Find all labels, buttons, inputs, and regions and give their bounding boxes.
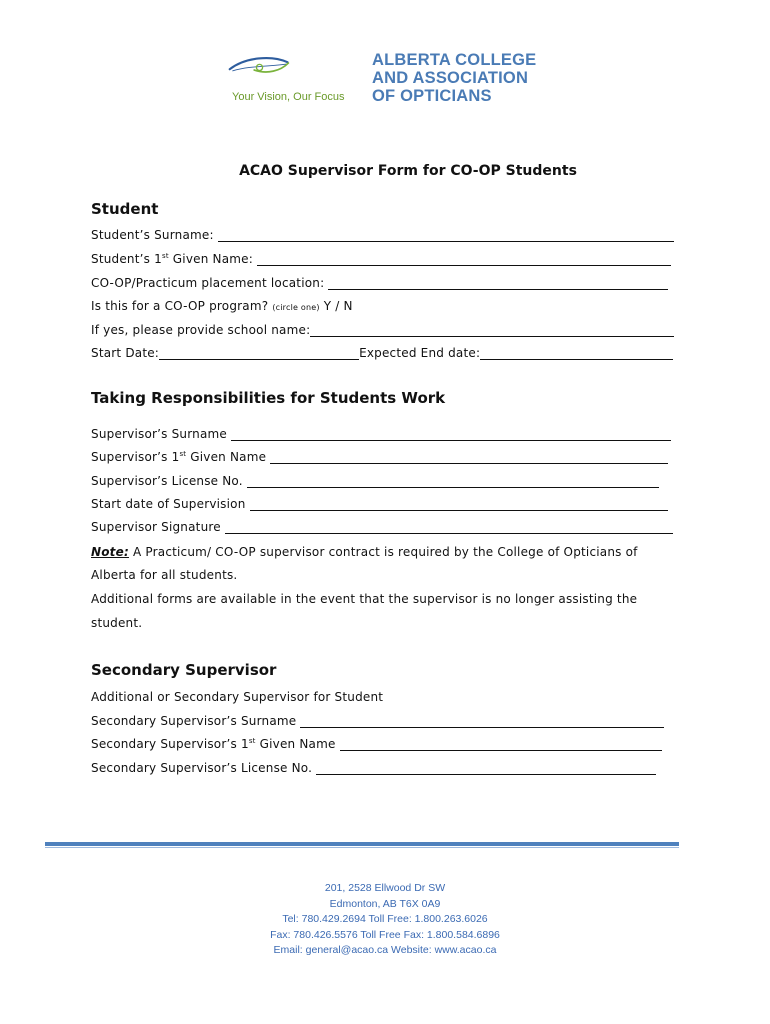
supervisor-surname-field[interactable] — [231, 427, 671, 441]
secondary-surname-label: Secondary Supervisor’s Surname — [91, 714, 297, 728]
dates-row — [91, 346, 673, 360]
note-label: Note: — [91, 545, 129, 559]
secondary-surname-field[interactable] — [300, 714, 664, 728]
supervisor-license-row — [91, 474, 659, 488]
supervisor-given-field[interactable] — [270, 450, 668, 464]
footer-address-1: 201, 2528 Ellwood Dr SW — [324, 882, 446, 894]
footer-address-2: Edmonton, AB T6X 0A9 — [329, 897, 441, 910]
circle-one-hint: (circle one) — [272, 303, 320, 312]
supervision-start-label: Start date of Supervision — [91, 497, 246, 511]
secondary-license-label: Secondary Supervisor’s License No. — [91, 761, 313, 775]
secondary-given-label: Secondary Supervisor’s 1st Given Name — [91, 737, 336, 751]
acao-eye-logo — [228, 48, 368, 93]
footer-divider-shadow — [45, 847, 679, 848]
student-surname-label: Student’s Surname: — [91, 228, 214, 242]
school-name-field[interactable] — [310, 323, 674, 337]
supervision-start-row — [91, 497, 668, 511]
logo-wordmark: ALBERTA COLLEGE AND ASSOCIATION OF OPTICIANS — [372, 51, 537, 105]
secondary-license-field[interactable] — [316, 761, 656, 775]
secondary-heading: Secondary Supervisor — [91, 661, 277, 679]
start-date-label: Start Date: — [91, 346, 160, 360]
responsibilities-heading: Taking Responsibilities for Students Work — [91, 389, 446, 407]
supervisor-given-label: Supervisor’s 1st Given Name — [91, 450, 267, 464]
secondary-intro: Additional or Secondary Supervisor for Student — [91, 690, 384, 704]
student-heading: Student — [91, 200, 159, 218]
additional-forms-line-2: student. — [91, 616, 143, 630]
student-given-row — [91, 252, 671, 266]
supervision-start-field[interactable] — [250, 497, 668, 511]
footer-tel: Tel: 780.429.2694 Toll Free: 1.800.263.6026 — [282, 913, 488, 925]
additional-forms-line-1: Additional forms are available in the event that the supervisor is no longer assisting the — [91, 592, 638, 606]
note-line-2: Alberta for all students. — [91, 568, 238, 582]
footer-fax: Fax: 780.426.5576 Toll Free Fax: 1.800.584.6896 — [270, 928, 500, 941]
secondary-surname-row — [91, 714, 664, 728]
placement-location-field[interactable] — [328, 276, 668, 290]
footer-divider — [45, 842, 679, 846]
supervisor-license-label: Supervisor’s License No. — [91, 474, 243, 488]
supervisor-surname-label: Supervisor’s Surname — [91, 427, 227, 441]
supervisor-license-field[interactable] — [247, 474, 659, 488]
coop-program-row — [91, 299, 353, 313]
logo-tagline: Your Vision, Our Focus — [232, 91, 345, 103]
end-date-label: Expected End date: — [359, 346, 481, 360]
footer-email[interactable]: Email: general@acao.ca Website: www.acao.ca — [273, 944, 497, 956]
coop-program-label: Is this for a CO-OP program? — [91, 299, 269, 313]
supervisor-given-row — [91, 450, 668, 464]
secondary-given-row — [91, 737, 662, 751]
supervisor-signature-label: Supervisor Signature — [91, 520, 221, 534]
student-given-label: Student’s 1st Given Name: — [91, 252, 253, 266]
placement-location-label: CO-OP/Practicum placement location: — [91, 276, 325, 290]
note-line-1: Note: A Practicum/ CO-OP supervisor contract is required by the College of Opticians of — [91, 545, 638, 559]
supervisor-signature-row — [91, 520, 673, 534]
secondary-given-field[interactable] — [340, 737, 662, 751]
secondary-license-row — [91, 761, 656, 775]
supervisor-signature-field[interactable] — [225, 520, 673, 534]
school-name-row — [91, 323, 674, 337]
student-surname-row — [91, 228, 674, 242]
school-name-label: If yes, please provide school name: — [91, 323, 311, 337]
end-date-field[interactable] — [480, 346, 673, 360]
start-date-field[interactable] — [159, 346, 359, 360]
page-title: ACAO Supervisor Form for CO-OP Students — [239, 163, 577, 179]
coop-yes-no-choice[interactable]: Y / N — [323, 299, 353, 313]
footer-contact — [0, 881, 770, 959]
supervisor-surname-row — [91, 427, 671, 441]
student-surname-field[interactable] — [218, 228, 674, 242]
placement-location-row — [91, 276, 668, 290]
student-given-field[interactable] — [257, 252, 671, 266]
